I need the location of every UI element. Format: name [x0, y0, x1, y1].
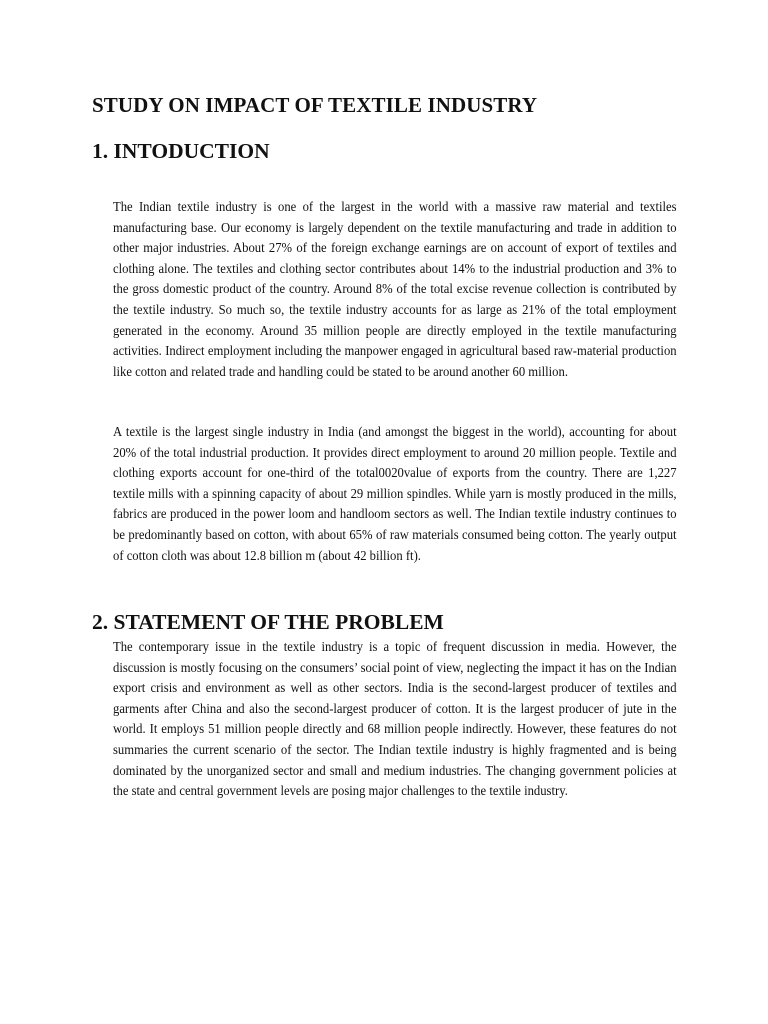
document-title: STUDY ON IMPACT OF TEXTILE INDUSTRY — [92, 93, 538, 117]
section-heading-introduction: 1. INTODUCTION — [92, 139, 270, 163]
section-heading-statement-of-problem: 2. STATEMENT OF THE PROBLEM — [92, 610, 444, 634]
problem-statement-paragraph: The contemporary issue in the textile industry is a topic of frequent discussion in media. However, the discussion is mostly focusing on the consumers’ social point of view, neglecting the impact it has on the Indian export crisis and environment as well as other sectors. India is the second-largest producer of textiles and garments after China and also the second-largest producer of cotton. It is the largest producer of jute in the world. It employs 51 million people directly and 68 million people indirectly. However, these features do not summaries the current scenario of the sector. The Indian textile industry is highly fragmented and is being dominated by the unorganized sector and small and medium industries. The changing government policies at the state and central government levels are posing major challenges to the textile industry. — [113, 639, 677, 799]
introduction-paragraph-2: A textile is the largest single industry in India (and amongst the biggest in the world), accounting for about 20% of the total industrial production. It provides direct employment to around 20 million people. Textile and clothing exports account for one-third of the total0020value of exports from the country. There are 1,227 textile mills with a spinning capacity of about 29 million spindles. While yarn is mostly produced in the mills, fabrics are produced in the power loom and handloom sectors as well. The Indian textile industry continues to be predominantly based on cotton, with about 65% of raw materials consumed being cotton. The yearly output of cotton cloth was about 12.8 billion m (about 42 billion ft). — [113, 424, 677, 563]
introduction-paragraph-1: The Indian textile industry is one of the largest in the world with a massive raw material and textiles manufacturing base. Our economy is largely dependent on the textile manufacturing and trade in addition to other major industries. About 27% of the foreign exchange earnings are on account of export of textiles and clothing alone. The textiles and clothing sector contributes about 14% to the industrial production and 3% to the gross domestic product of the country. Around 8% of the total excise revenue collection is contributed by the textile industry. So much so, the textile industry accounts for as large as 21% of the total employment generated in the economy. Around 35 million people are directly employed in the textile manufacturing activities. Indirect employment including the manpower engaged in agricultural based raw-material production like cotton and related trade and handling could be stated to be around another 60 million. — [113, 199, 677, 379]
